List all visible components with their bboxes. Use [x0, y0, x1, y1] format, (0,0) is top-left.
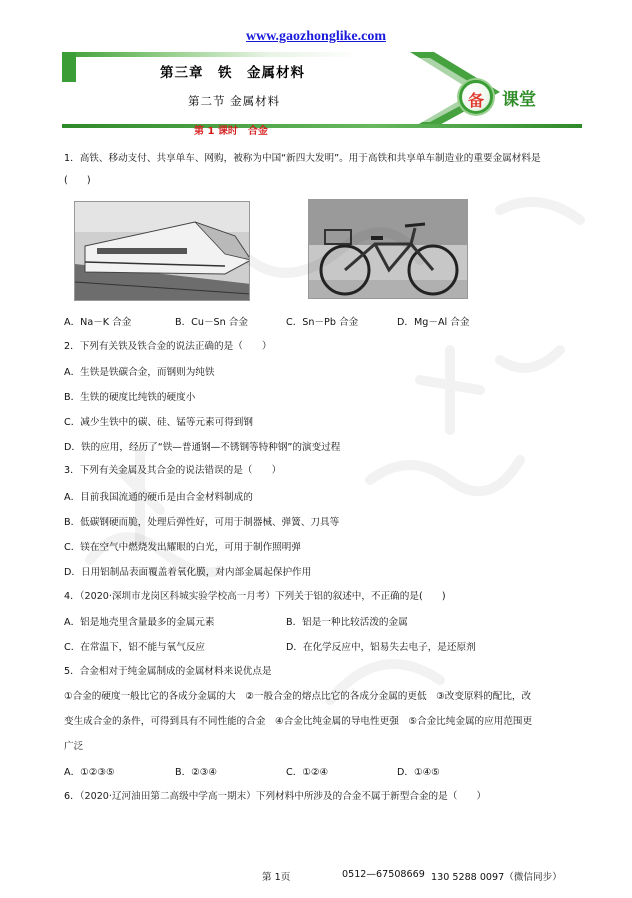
question-2-option-d[interactable]: D．铁的应用，经历了“铁—普通钢—不锈钢等特种钢”的演变过程	[64, 442, 341, 453]
site-link[interactable]: www.gaozhonglike.com	[246, 29, 386, 44]
chapter-title: 第三章 铁 金属材料	[160, 65, 305, 81]
question-4-option-a[interactable]: A．铝是地壳里含量最多的金属元素	[64, 617, 215, 628]
lesson-title: 第 1 课时 合金	[194, 126, 268, 137]
question-2-stem: 2．下列有关铁及铁合金的说法正确的是（ ）	[64, 341, 272, 352]
question-5-stem: 5．合金相对于纯金属制成的金属材料来说优点是	[64, 666, 272, 677]
question-3-option-b[interactable]: B．低碳钢硬而脆，处理后弹性好，可用于制器械、弹簧、刀具等	[64, 517, 340, 528]
question-5-option-d[interactable]: D．①④⑤	[397, 767, 440, 778]
question-1-bracket: ( )	[64, 175, 91, 186]
question-1-stem: 1．高铁、移动支付、共享单车、网购，被称为中国“新四大发明”。用于高铁和共享单车制造业的重要金属材料是	[64, 153, 541, 164]
question-5-option-c[interactable]: C．①②④	[286, 767, 329, 778]
question-1-option-a[interactable]: A．Na－K 合金	[64, 317, 132, 328]
question-4-option-c[interactable]: C．在常温下，铝不能与氧气反应	[64, 642, 206, 653]
logo-badge-char: 备	[467, 91, 484, 110]
logo-text: 课堂	[502, 90, 536, 110]
question-5-option-a[interactable]: A．①②③⑤	[64, 767, 115, 778]
question-4-option-d[interactable]: D．在化学反应中，铝易失去电子，是还原剂	[286, 642, 476, 653]
question-6-source: （2020·辽河油田第二高级中学高一期末）	[79, 791, 256, 802]
question-2-option-a[interactable]: A．生铁是铁碳合金，而钢则为纯铁	[64, 367, 215, 378]
question-2-option-c[interactable]: C．减少生铁中的碳、硅、锰等元素可得到钢	[64, 417, 253, 428]
question-4-text: 下列关于铝的叙述中，不正确的是( )	[275, 591, 446, 602]
question-1-option-d[interactable]: D．Mg－Al 合金	[397, 317, 470, 328]
question-4-option-b[interactable]: B．铝是一种比较活泼的金属	[286, 617, 408, 628]
question-5-item-line-2: 变生成合金的条件，可得到具有不同性能的合金 ④合金比纯金属的导电性更强 ⑤合金比纯金属的应用范围更	[64, 716, 533, 727]
question-3-option-c[interactable]: C．镁在空气中燃烧发出耀眼的白光，可用于制作照明弹	[64, 542, 301, 553]
question-4-number: 4．	[64, 591, 80, 602]
footer-page-number: 第 1页	[262, 872, 291, 883]
section-title: 第二节 金属材料	[188, 94, 281, 108]
question-3-option-d[interactable]: D．日用铝制品表面覆盖着氧化膜，对内部金属起保护作用	[64, 567, 312, 578]
question-1-option-c[interactable]: C．Sn－Pb 合金	[286, 317, 359, 328]
question-4-source: （2020·深圳市龙岗区科城实验学校高一月考）	[79, 591, 276, 602]
question-2-option-b[interactable]: B．生铁的硬度比纯铁的硬度小	[64, 392, 196, 403]
footer-mobile: 130 5288 0097（微信同步）	[431, 872, 562, 883]
question-6-text: 下列材料中所涉及的合金不属于新型合金的是（ ）	[255, 791, 487, 802]
question-3-stem: 3．下列有关金属及其合金的说法错误的是（ ）	[64, 465, 282, 476]
question-3-option-a[interactable]: A．目前我国流通的硬币是由合金材料制成的	[64, 492, 253, 503]
question-6-number: 6．	[64, 791, 80, 802]
question-1-option-b[interactable]: B．Cu－Sn 合金	[175, 317, 248, 328]
footer-phone: 0512—67508669	[342, 869, 425, 880]
question-5-item-line-3: 广泛	[64, 741, 84, 752]
question-5-item-line-1: ①合金的硬度一般比它的各成分金属的大 ②一般合金的熔点比它的各成分金属的更低 ③改变原料的配比，改	[64, 691, 532, 702]
question-5-option-b[interactable]: B．②③④	[175, 767, 217, 778]
